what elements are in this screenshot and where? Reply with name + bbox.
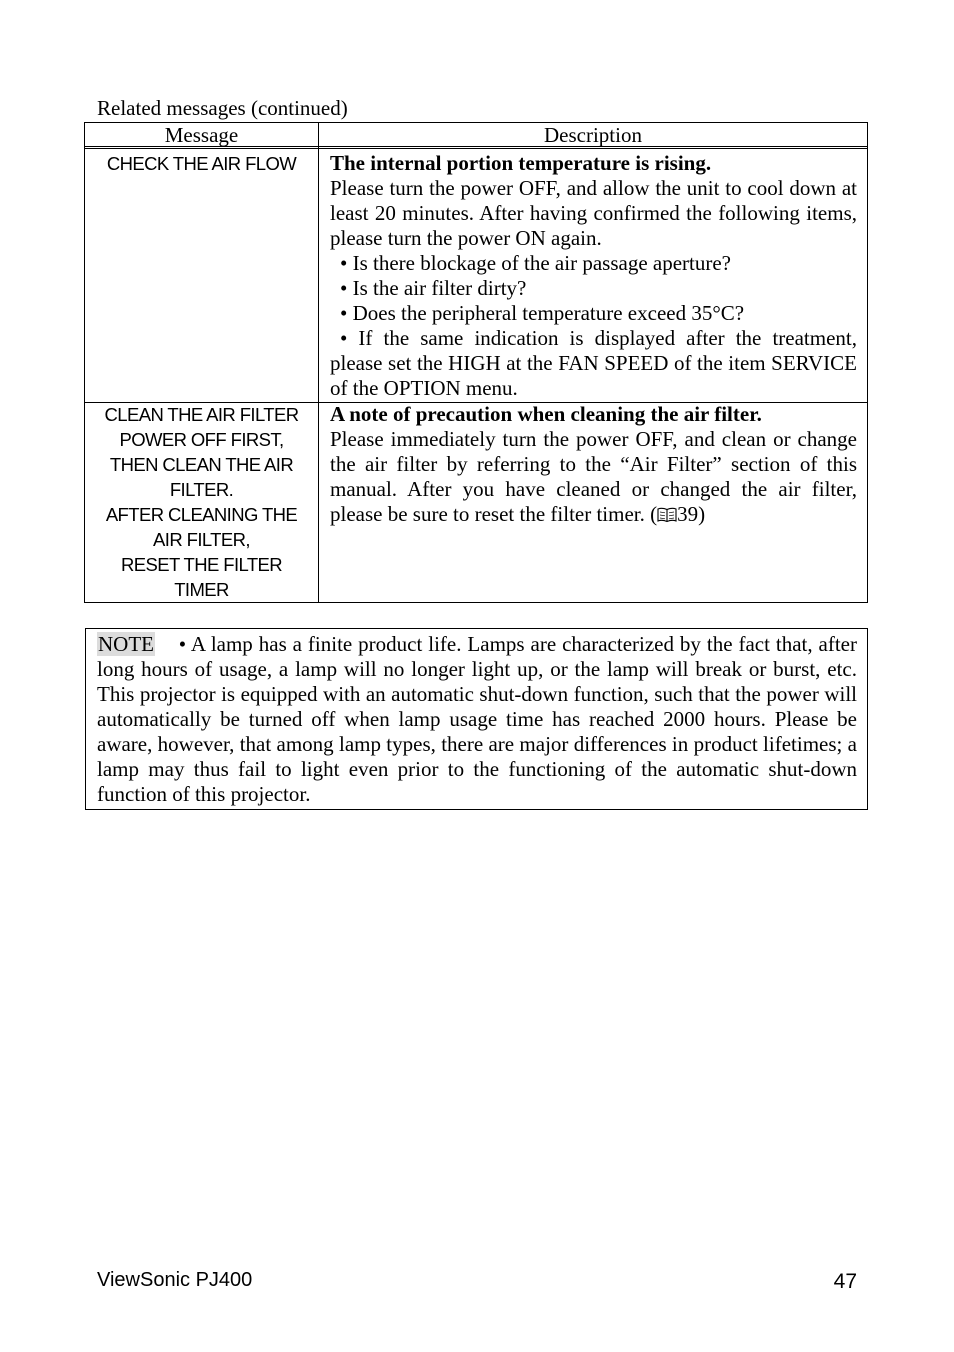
message-line: TIMER: [174, 579, 229, 600]
note-box: [85, 628, 868, 810]
table-caption: Related messages (continued): [97, 96, 348, 120]
bullet-item: • Is there blockage of the air passage aperture?: [340, 251, 731, 275]
message-cell-clean-air-filter: [85, 402, 318, 602]
description-title: A note of precaution when cleaning the air filter.: [330, 402, 762, 426]
note-text: [97, 632, 857, 807]
description-cell-clean-air-filter: [330, 402, 857, 527]
description-body: [330, 427, 857, 527]
message-line: FILTER.: [169, 479, 234, 500]
message-line: RESET THE FILTER: [120, 554, 283, 575]
book-icon: [657, 507, 677, 523]
messages-table: [84, 122, 868, 603]
header-description: Description: [544, 123, 642, 147]
table-header-row: [85, 123, 867, 149]
note-body: • A lamp has a finite product life. Lamps are characterized by the fact that, after long hours of usage, a lamp will no longer light up, or the lamp will break or burst, etc. This projector is equipped with an automatic shut-down function, such that the power will automatically be turned off when lamp usage time has reached 2000 hours. Please be aware, however, that among lamp types, there are major differences in product lifetimes; a lamp may thus fail to light even prior to the functioning of the automatic shut-down function of this projector.: [97, 632, 857, 806]
description-title: The internal portion temperature is rising.: [330, 151, 712, 175]
message-line: POWER OFF FIRST,: [119, 429, 284, 450]
message-line: AIR FILTER,: [153, 529, 250, 550]
message-line: THEN CLEAN THE AIR: [109, 454, 294, 475]
message-cell-check-air-flow: [85, 151, 318, 176]
footer-brand: ViewSonic PJ400: [97, 1269, 253, 1291]
description-body-text: Please immediately turn the power OFF, and clean or change the air filter by referring to the “Air Filter” section of this manual. After you have cleaned or changed the air filter, please be sure to reset the filter timer. (: [330, 427, 857, 526]
description-cell-check-air-flow: [330, 151, 857, 401]
bullet-item: • Is the air filter dirty?: [340, 276, 527, 300]
header-message: Message: [164, 123, 239, 147]
column-divider: [318, 123, 319, 602]
description-body: Please turn the power OFF, and allow the unit to cool down at least 20 minutes. After having confirmed the following items, please turn the power ON again.: [330, 176, 857, 250]
bullet-item: • If the same indication is displayed after the treatment, please set the HIGH at the FAN SPEED of the item SERVICE of the OPTION menu.: [330, 326, 857, 400]
bullet-item: • Does the peripheral temperature exceed 35°C?: [340, 301, 745, 325]
message-line: CLEAN THE AIR FILTER: [104, 404, 299, 425]
page-reference: 39: [677, 502, 699, 526]
description-body-end: ): [698, 502, 706, 526]
message-line: AFTER CLEANING THE: [105, 504, 298, 525]
message-line: CHECK THE AIR FLOW: [106, 153, 297, 174]
note-label: NOTE: [98, 632, 154, 656]
page-number: 47: [833, 1270, 857, 1293]
